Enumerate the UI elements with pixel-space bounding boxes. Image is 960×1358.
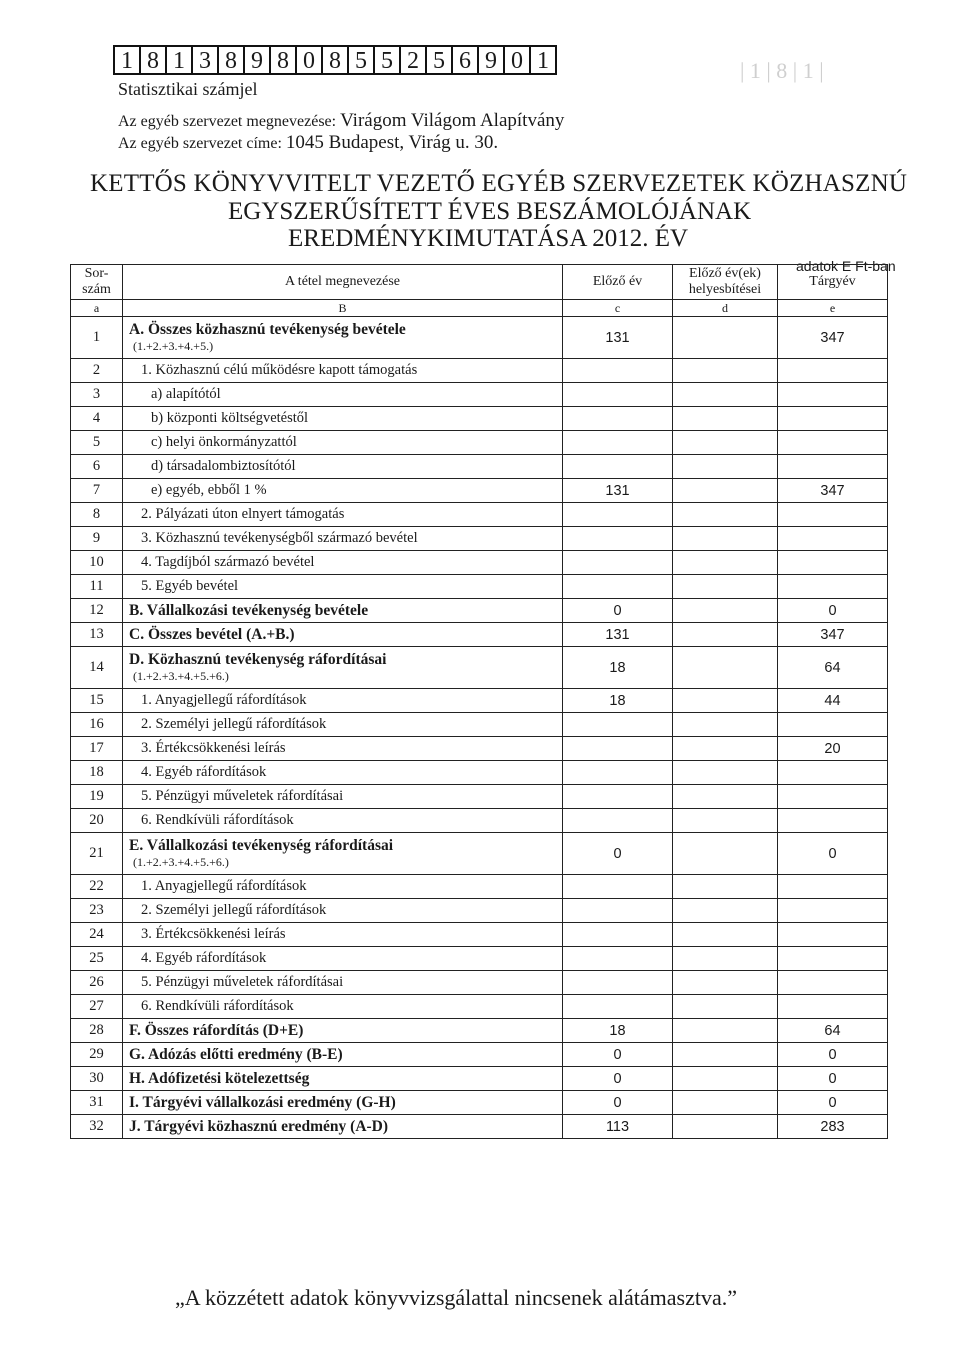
value-prev xyxy=(563,923,673,947)
value-corr xyxy=(673,455,778,479)
value-corr xyxy=(673,575,778,599)
table-row xyxy=(71,407,888,431)
value-prev xyxy=(563,971,673,995)
org-name-value: Virágom Világom Alapítvány xyxy=(340,110,565,131)
row-number: 28 xyxy=(71,1019,123,1043)
report-title-line-1: KETTŐS KÖNYVVITELT VEZETŐ EGYÉB SZERVEZETEK KÖZHASZNÚ xyxy=(90,170,908,197)
value-corr xyxy=(673,971,778,995)
row-number: 13 xyxy=(71,623,123,647)
value-corr xyxy=(673,689,778,713)
value-prev: 0 xyxy=(563,599,673,623)
value-corr xyxy=(673,809,778,833)
value-prev xyxy=(563,947,673,971)
row-label: 3. Értékcsökkenési leírás xyxy=(141,926,286,942)
value-prev xyxy=(563,785,673,809)
table-row xyxy=(71,761,888,785)
value-prev: 18 xyxy=(563,647,673,689)
stat-digit-box: 9 xyxy=(477,45,505,75)
value-corr xyxy=(673,1115,778,1139)
table-row xyxy=(71,833,888,875)
row-number: 5 xyxy=(71,431,123,455)
row-label-cell xyxy=(123,527,563,551)
table-row xyxy=(71,359,888,383)
value-prev: 0 xyxy=(563,1067,673,1091)
row-number: 14 xyxy=(71,647,123,689)
row-label-cell xyxy=(123,1091,563,1115)
value-curr xyxy=(778,761,888,785)
row-number: 11 xyxy=(71,575,123,599)
value-corr xyxy=(673,1019,778,1043)
header-current-year: Tárgyév xyxy=(778,265,888,300)
value-prev xyxy=(563,407,673,431)
value-corr xyxy=(673,785,778,809)
letter-b: B xyxy=(123,300,563,317)
table-row xyxy=(71,1091,888,1115)
table-row xyxy=(71,455,888,479)
value-corr xyxy=(673,761,778,785)
value-curr xyxy=(778,575,888,599)
row-label-cell xyxy=(123,875,563,899)
row-label-cell xyxy=(123,713,563,737)
report-title-line-2: EGYSZERŰSÍTETT ÉVES BESZÁMOLÓJÁNAK xyxy=(228,198,752,225)
table-row xyxy=(71,383,888,407)
table-row xyxy=(71,551,888,575)
table-row xyxy=(71,899,888,923)
header-previous-year: Előző év xyxy=(563,265,673,300)
table-row xyxy=(71,503,888,527)
value-curr: 0 xyxy=(778,599,888,623)
value-corr xyxy=(673,923,778,947)
row-label: 1. Anyagjellegű ráfordítások xyxy=(141,692,307,708)
value-curr xyxy=(778,527,888,551)
row-label: 4. Tagdíjból származó bevétel xyxy=(141,554,315,570)
table-letter-row xyxy=(71,300,888,317)
value-corr xyxy=(673,623,778,647)
row-label: H. Adófizetési kötelezettség xyxy=(129,1069,310,1087)
row-label-cell xyxy=(123,575,563,599)
org-name-line xyxy=(118,110,564,132)
row-number: 18 xyxy=(71,761,123,785)
stat-digit-box: 8 xyxy=(217,45,245,75)
row-label-cell xyxy=(123,431,563,455)
row-label: D. Közhasznú tevékenység ráfordításai xyxy=(129,651,387,668)
table-body xyxy=(71,317,888,1139)
value-prev xyxy=(563,761,673,785)
value-curr: 347 xyxy=(778,317,888,359)
letter-e: e xyxy=(778,300,888,317)
stat-digit-box: 1 xyxy=(165,45,193,75)
value-prev xyxy=(563,575,673,599)
row-label-cell xyxy=(123,623,563,647)
value-corr xyxy=(673,899,778,923)
value-curr xyxy=(778,551,888,575)
row-label: c) helyi önkormányzattól xyxy=(151,434,297,450)
stat-digit-box: 8 xyxy=(321,45,349,75)
row-label: 5. Egyéb bevétel xyxy=(141,578,239,594)
value-curr: 0 xyxy=(778,1091,888,1115)
row-label: b) központi költségvetéstől xyxy=(151,410,309,426)
stat-digit-box: 2 xyxy=(399,45,427,75)
table-row xyxy=(71,1067,888,1091)
letter-c: c xyxy=(563,300,673,317)
row-label-cell xyxy=(123,899,563,923)
row-label-cell xyxy=(123,1019,563,1043)
row-number: 2 xyxy=(71,359,123,383)
value-prev: 18 xyxy=(563,689,673,713)
row-label: 6. Rendkívüli ráfordítások xyxy=(141,812,294,828)
value-prev: 113 xyxy=(563,1115,673,1139)
table-row xyxy=(71,785,888,809)
row-label-cell xyxy=(123,809,563,833)
value-curr: 64 xyxy=(778,647,888,689)
value-corr xyxy=(673,947,778,971)
header-item-name: A tétel megnevezése xyxy=(123,265,563,300)
value-curr xyxy=(778,383,888,407)
value-prev xyxy=(563,737,673,761)
value-corr xyxy=(673,647,778,689)
row-number: 12 xyxy=(71,599,123,623)
value-corr xyxy=(673,995,778,1019)
row-number: 22 xyxy=(71,875,123,899)
income-statement-table xyxy=(70,264,888,1139)
value-curr: 0 xyxy=(778,1043,888,1067)
value-curr xyxy=(778,359,888,383)
row-label: 3. Közhasznú tevékenységből származó bevétel xyxy=(141,530,418,546)
row-number: 27 xyxy=(71,995,123,1019)
row-label-cell xyxy=(123,455,563,479)
unit-note: adatok E Ft-ban xyxy=(796,258,896,274)
row-number: 15 xyxy=(71,689,123,713)
value-corr xyxy=(673,1067,778,1091)
row-label-cell xyxy=(123,995,563,1019)
org-address-value: 1045 Budapest, Virág u. 30. xyxy=(285,132,499,153)
stat-number-label: Statisztikai számjel xyxy=(118,79,258,99)
stat-number-boxes xyxy=(113,45,555,75)
value-prev: 131 xyxy=(563,317,673,359)
row-label: 1. Közhasznú célú működésre kapott támogatás xyxy=(141,362,418,378)
org-address-label: Az egyéb szervezet címe: xyxy=(118,135,282,152)
row-label: 2. Pályázati úton elnyert támogatás xyxy=(141,506,345,522)
value-curr xyxy=(778,923,888,947)
value-curr xyxy=(778,995,888,1019)
value-curr xyxy=(778,455,888,479)
row-number: 17 xyxy=(71,737,123,761)
stat-digit-box: 9 xyxy=(243,45,271,75)
row-label: 4. Egyéb ráfordítások xyxy=(141,950,267,966)
value-corr xyxy=(673,383,778,407)
table-row xyxy=(71,431,888,455)
value-curr xyxy=(778,971,888,995)
row-number: 10 xyxy=(71,551,123,575)
row-label: J. Tárgyévi közhasznú eredmény (A-D) xyxy=(129,1117,389,1135)
value-prev: 131 xyxy=(563,479,673,503)
value-curr xyxy=(778,407,888,431)
row-number: 29 xyxy=(71,1043,123,1067)
value-prev xyxy=(563,431,673,455)
row-label-cell xyxy=(123,1067,563,1091)
value-prev: 131 xyxy=(563,623,673,647)
table-row xyxy=(71,737,888,761)
row-number: 1 xyxy=(71,317,123,359)
row-label-cell xyxy=(123,833,563,875)
value-corr xyxy=(673,875,778,899)
row-label-cell xyxy=(123,947,563,971)
value-corr xyxy=(673,503,778,527)
value-prev: 0 xyxy=(563,1043,673,1067)
value-curr: 44 xyxy=(778,689,888,713)
org-address-line xyxy=(118,132,498,154)
letter-a: a xyxy=(71,300,123,317)
table-row xyxy=(71,971,888,995)
table-row xyxy=(71,1115,888,1139)
row-label-cell xyxy=(123,503,563,527)
value-curr xyxy=(778,809,888,833)
row-number: 25 xyxy=(71,947,123,971)
row-label: 5. Pénzügyi műveletek ráfordításai xyxy=(141,974,344,990)
report-title-line-3: EREDMÉNYKIMUTATÁSA 2012. ÉV xyxy=(288,225,689,252)
audit-footnote: „A közzétett adatok könyvvizsgálattal nincsenek alátámasztva.” xyxy=(175,1285,737,1310)
row-number: 4 xyxy=(71,407,123,431)
row-label: E. Vállalkozási tevékenység ráfordításai xyxy=(129,837,394,854)
row-label: a) alapítótól xyxy=(151,386,221,402)
row-label-cell xyxy=(123,407,563,431)
value-curr xyxy=(778,947,888,971)
table-row xyxy=(71,575,888,599)
value-corr xyxy=(673,1091,778,1115)
org-name-label: Az egyéb szervezet megnevezése: xyxy=(118,113,337,130)
value-prev xyxy=(563,383,673,407)
row-label-cell xyxy=(123,971,563,995)
header-row-number: Sor-szám xyxy=(71,265,123,300)
value-prev xyxy=(563,455,673,479)
value-corr xyxy=(673,317,778,359)
row-label: G. Adózás előtti eredmény (B-E) xyxy=(129,1045,343,1063)
row-label: B. Vállalkozási tevékenység bevétele xyxy=(129,601,369,619)
table-row xyxy=(71,1019,888,1043)
row-number: 31 xyxy=(71,1091,123,1115)
table-header-row xyxy=(71,265,888,300)
row-label-cell xyxy=(123,479,563,503)
row-number: 3 xyxy=(71,383,123,407)
value-corr xyxy=(673,407,778,431)
value-curr: 0 xyxy=(778,1067,888,1091)
row-label: A. Összes közhasznú tevékenység bevétele xyxy=(129,321,406,338)
row-number: 32 xyxy=(71,1115,123,1139)
value-prev xyxy=(563,995,673,1019)
row-number: 21 xyxy=(71,833,123,875)
row-label: d) társadalombiztosítótól xyxy=(151,458,296,474)
header-corrections: Előző év(ek) helyesbítései xyxy=(673,265,778,300)
value-prev xyxy=(563,551,673,575)
row-label-cell xyxy=(123,689,563,713)
value-curr xyxy=(778,785,888,809)
table-row xyxy=(71,713,888,737)
row-label-cell xyxy=(123,551,563,575)
value-corr xyxy=(673,1043,778,1067)
stat-digit-box: 6 xyxy=(451,45,479,75)
row-number: 6 xyxy=(71,455,123,479)
value-curr xyxy=(778,899,888,923)
row-label-cell xyxy=(123,923,563,947)
row-label: 5. Pénzügyi műveletek ráfordításai xyxy=(141,788,344,804)
table-row xyxy=(71,623,888,647)
row-number: 23 xyxy=(71,899,123,923)
stat-digit-box: 8 xyxy=(269,45,297,75)
row-number: 30 xyxy=(71,1067,123,1091)
table-row xyxy=(71,317,888,359)
stat-digit-box: 5 xyxy=(347,45,375,75)
row-label: 1. Anyagjellegű ráfordítások xyxy=(141,878,307,894)
table-row xyxy=(71,479,888,503)
row-label-cell xyxy=(123,1043,563,1067)
stat-digit-box: 3 xyxy=(191,45,219,75)
value-curr xyxy=(778,503,888,527)
stat-digit-box: 1 xyxy=(529,45,557,75)
row-label: 4. Egyéb ráfordítások xyxy=(141,764,267,780)
row-label: 3. Értékcsökkenési leírás xyxy=(141,740,286,756)
row-label: 6. Rendkívüli ráfordítások xyxy=(141,998,294,1014)
value-corr xyxy=(673,527,778,551)
row-label: 2. Személyi jellegű ráfordítások xyxy=(141,902,327,918)
table-row xyxy=(71,923,888,947)
table-row xyxy=(71,947,888,971)
table-row xyxy=(71,527,888,551)
value-corr xyxy=(673,737,778,761)
row-label: F. Összes ráfordítás (D+E) xyxy=(129,1021,304,1039)
row-label-cell xyxy=(123,359,563,383)
value-corr xyxy=(673,551,778,575)
show-through-ghost: | 1 | 8 | 1 | xyxy=(740,58,824,83)
stat-digit-box: 5 xyxy=(373,45,401,75)
table-row xyxy=(71,689,888,713)
value-prev xyxy=(563,875,673,899)
value-prev xyxy=(563,899,673,923)
table-row xyxy=(71,1043,888,1067)
row-label: e) egyéb, ebből 1 % xyxy=(151,482,267,498)
value-corr xyxy=(673,713,778,737)
row-formula: (1.+2.+3.+4.+5.+6.) xyxy=(133,669,229,683)
value-corr xyxy=(673,359,778,383)
value-curr: 64 xyxy=(778,1019,888,1043)
table-row xyxy=(71,995,888,1019)
value-curr xyxy=(778,875,888,899)
row-formula: (1.+2.+3.+4.+5.) xyxy=(133,339,214,353)
row-number: 26 xyxy=(71,971,123,995)
value-curr: 347 xyxy=(778,623,888,647)
row-label-cell xyxy=(123,317,563,359)
row-label-cell xyxy=(123,599,563,623)
stat-digit-box: 8 xyxy=(139,45,167,75)
row-formula: (1.+2.+3.+4.+5.+6.) xyxy=(133,855,229,869)
row-label-cell xyxy=(123,647,563,689)
row-label: 2. Személyi jellegű ráfordítások xyxy=(141,716,327,732)
value-prev: 18 xyxy=(563,1019,673,1043)
table-row xyxy=(71,599,888,623)
stat-digit-box: 5 xyxy=(425,45,453,75)
value-curr: 283 xyxy=(778,1115,888,1139)
value-prev: 0 xyxy=(563,1091,673,1115)
row-label: C. Összes bevétel (A.+B.) xyxy=(129,625,295,643)
row-label-cell xyxy=(123,737,563,761)
letter-d: d xyxy=(673,300,778,317)
stat-digit-box: 0 xyxy=(295,45,323,75)
table-row xyxy=(71,647,888,689)
value-curr xyxy=(778,713,888,737)
row-number: 8 xyxy=(71,503,123,527)
row-label-cell xyxy=(123,785,563,809)
value-prev xyxy=(563,527,673,551)
table-row xyxy=(71,875,888,899)
stat-digit-box: 0 xyxy=(503,45,531,75)
value-curr xyxy=(778,431,888,455)
value-curr: 20 xyxy=(778,737,888,761)
row-label-cell xyxy=(123,761,563,785)
value-corr xyxy=(673,431,778,455)
value-prev xyxy=(563,503,673,527)
value-prev xyxy=(563,713,673,737)
table-row xyxy=(71,809,888,833)
value-corr xyxy=(673,833,778,875)
value-prev xyxy=(563,359,673,383)
row-number: 19 xyxy=(71,785,123,809)
value-curr: 0 xyxy=(778,833,888,875)
value-corr xyxy=(673,479,778,503)
stat-digit-box: 1 xyxy=(113,45,141,75)
value-corr xyxy=(673,599,778,623)
row-number: 9 xyxy=(71,527,123,551)
row-label-cell xyxy=(123,1115,563,1139)
row-number: 20 xyxy=(71,809,123,833)
value-curr: 347 xyxy=(778,479,888,503)
row-number: 16 xyxy=(71,713,123,737)
value-prev: 0 xyxy=(563,833,673,875)
row-number: 7 xyxy=(71,479,123,503)
row-number: 24 xyxy=(71,923,123,947)
row-label-cell xyxy=(123,383,563,407)
value-prev xyxy=(563,809,673,833)
row-label: I. Tárgyévi vállalkozási eredmény (G-H) xyxy=(129,1093,396,1111)
